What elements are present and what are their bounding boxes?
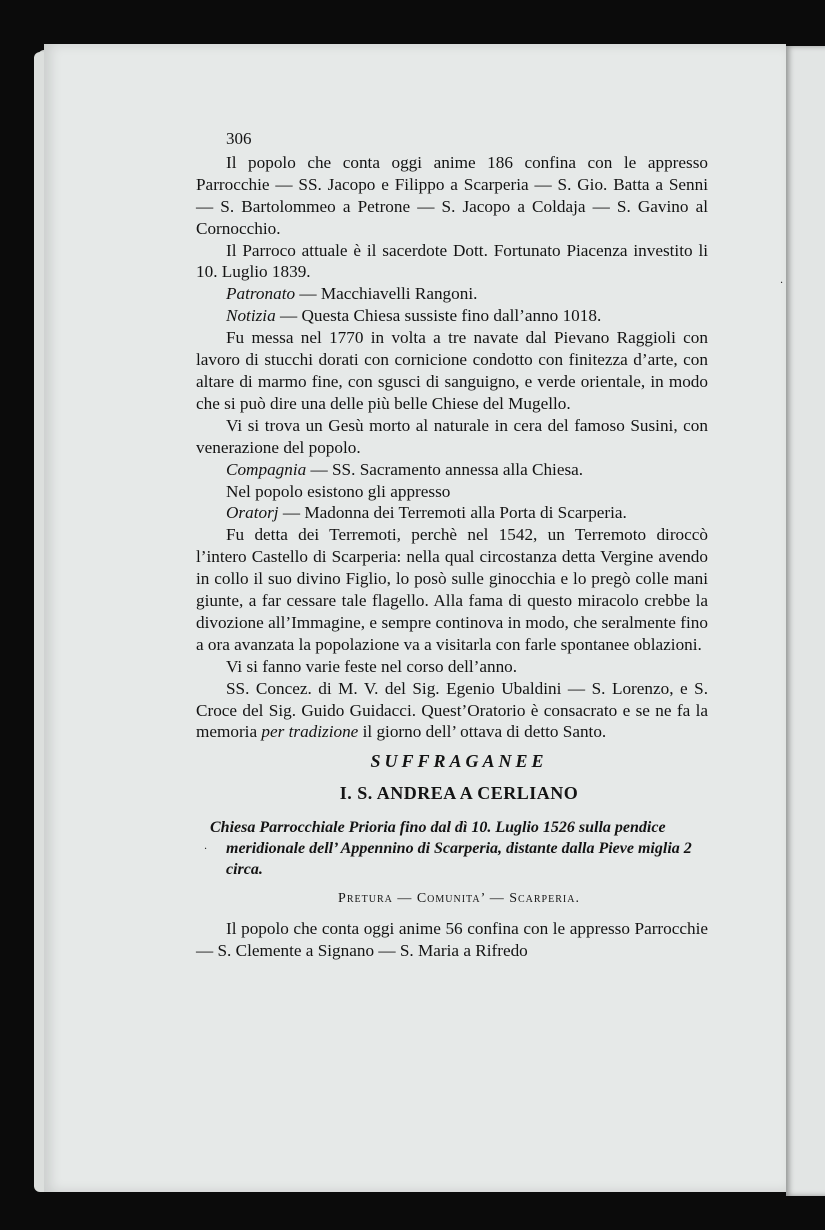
paragraph-compagnia	[196, 459, 708, 481]
concez-text-before: SS. Concez. di M. V. del Sig. Egenio Ubaldini — S. Lorenzo, e S. Croce del Sig. Guido Guidacci. Quest’Oratorio è consacrato e se ne fa la memoria	[196, 678, 708, 742]
paragraph-patronato	[196, 283, 708, 305]
patronato-text: — Macchiavelli Rangoni.	[295, 284, 478, 304]
subheading-pretura: Pretura — Comunita’ — Scarperia.	[338, 891, 580, 907]
paragraph-volta: Fu messa nel 1770 in volta a tre navate dal Pievano Raggioli con lavoro di stucchi dorati con cornicione condotto con finitezza d’arte, con altare di marmo fine, con sgusci di sanguigno, e verde orientale, in modo che si può dire una delle più belle Chiese del Mugello.	[196, 328, 708, 413]
paragraph-gesu: Vi si trova un Gesù morto al naturale in cera del famoso Susini, con venerazione del popolo.	[196, 415, 708, 457]
compagnia-label: Compagnia	[226, 459, 307, 479]
notizia-text: — Questa Chiesa sussiste fino dall’anno 1018.	[275, 306, 602, 326]
patronato-label: Patronato	[226, 284, 296, 304]
oratorj-text: — Madonna dei Terremoti alla Porta di Scarperia.	[278, 503, 627, 523]
concez-italic: per tradizione	[261, 722, 359, 742]
facing-page-edge	[786, 46, 825, 1196]
paragraph-nel-popolo: Nel popolo esistono gli appresso	[226, 481, 451, 501]
paragraph-oratorj	[196, 502, 708, 524]
page-text	[196, 128, 708, 962]
paragraph-parroco: Il Parroco attuale è il sacerdote Dott. Fortunato Piacenza investito li 10. Luglio 1839.	[196, 240, 708, 282]
oratorj-label: Oratorj	[226, 503, 279, 523]
notizia-label: Notizia	[226, 306, 276, 326]
heading-suffraganee: SUFFRAGANEE	[370, 751, 548, 772]
paragraph-terremoti: Fu detta dei Terremoti, perchè nel 1542, un Terremoto diroccò l’intero Castello di Scarperia: nella qual circostanza detta Vergine avendo in collo il suo divino Figlio, lo posò sulle ginocchia e lo pregò colle mani giunte, a far cessare tale flagello. Alla fama di questo miracolo crebbe la divozione all’Immagine, e sempre continova in modo, che seralmente fino a ora avanzata la popolazione va a visitarla con farle spontanee oblazioni.	[196, 525, 708, 654]
compagnia-text: — SS. Sacramento annessa alla Chiesa.	[306, 459, 584, 479]
paragraph-concez	[196, 678, 708, 744]
page-speck: ·	[204, 844, 208, 855]
paragraph-notizia	[196, 305, 708, 327]
paragraph-feste: Vi si fanno varie feste nel corso dell’anno.	[226, 656, 518, 676]
page-number: 306	[226, 129, 252, 148]
church-description: Chiesa Parrocchiale Prioria fino dal dì 10. Luglio 1526 sulla pendice meridionale dell’ Appennino di Scarperia, distante dalla Pieve miglia 2 circa.	[210, 819, 692, 879]
paragraph-last: Il popolo che conta oggi anime 56 confina con le appresso Parrocchie — S. Clemente a Signano — S. Maria a Rifredo	[196, 919, 708, 960]
concez-text-after: il giorno dell’ ottava di detto Santo.	[358, 722, 607, 742]
paragraph-popolo: Il popolo che conta oggi anime 186 confina con le appresso Parrocchie — SS. Jacopo e Filippo a Scarperia — S. Gio. Batta a Senni — S. Bartolommeo a Petrone — S. Jacopo a Coldaja — S. Gavino al Cornocchio.	[196, 152, 708, 238]
page-speck: ·	[780, 278, 784, 289]
heading-section: I. S. ANDREA A CERLIANO	[339, 783, 579, 804]
